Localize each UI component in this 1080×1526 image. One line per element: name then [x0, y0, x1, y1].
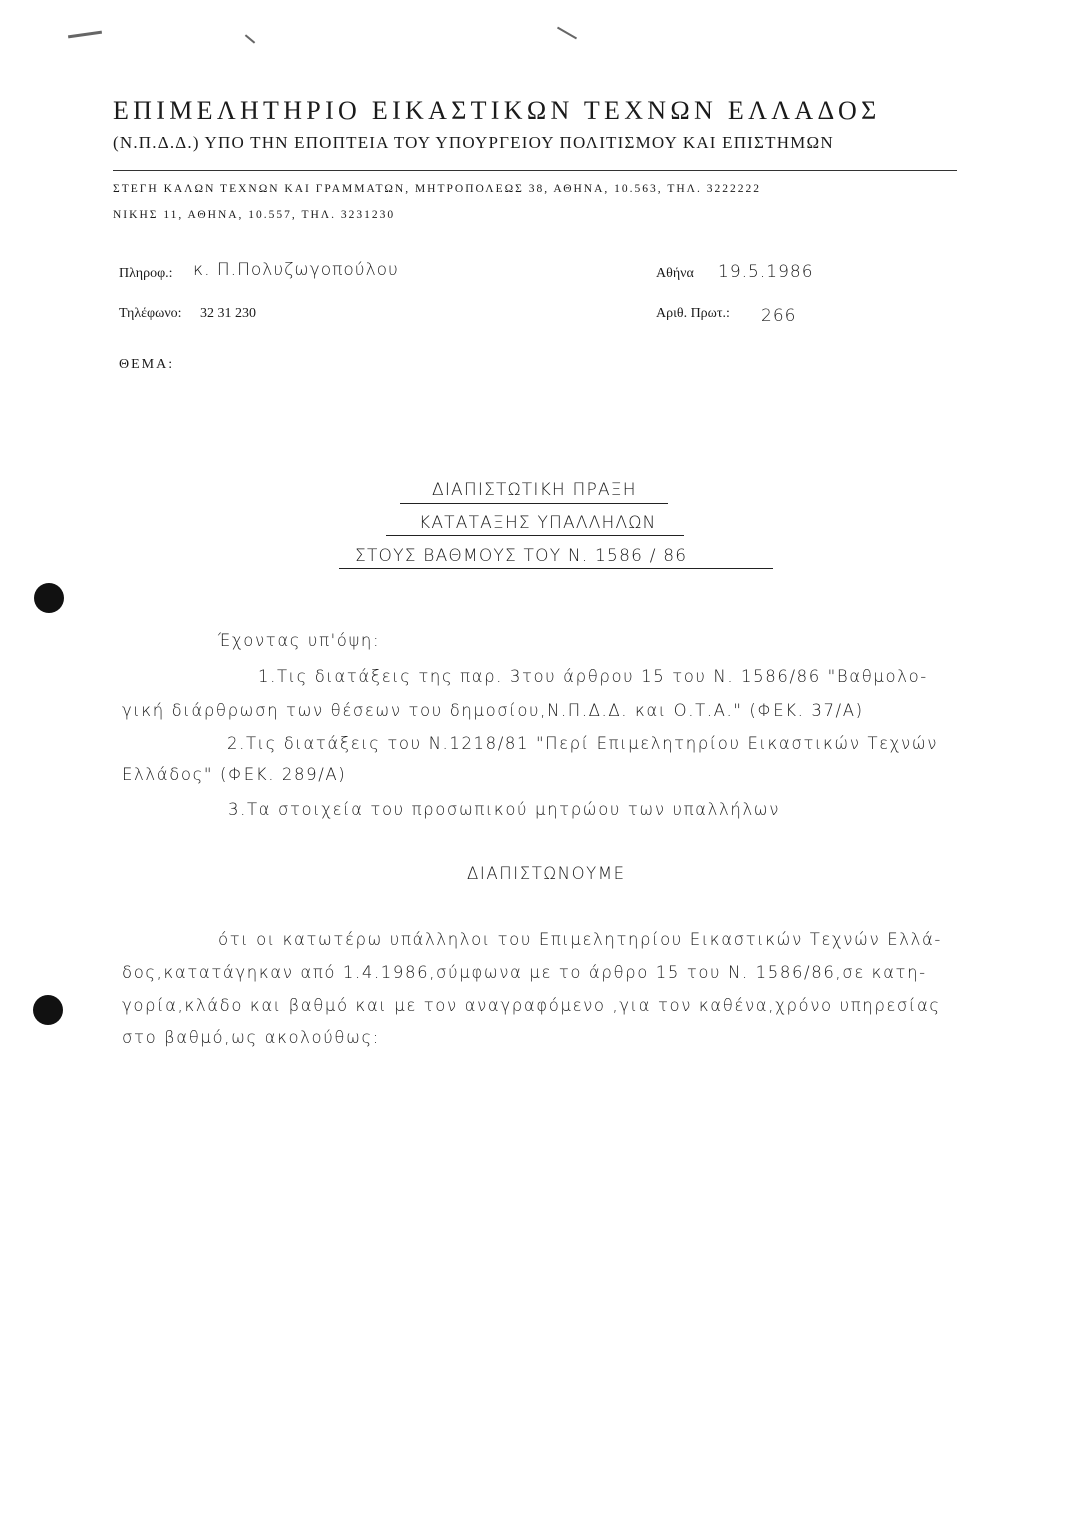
document-title-line-3: ΣΤΟΥΣ ΒΑΘΜΟΥΣ ΤΟΥ Ν. 1586 / 86	[355, 546, 688, 566]
organization-name: ΕΠΙΜΕΛΗΤΗΡΙΟ ΕΙΚΑΣΤΙΚΩΝ ΤΕΧΝΩΝ ΕΛΛΑΔΟΣ	[113, 96, 881, 125]
paragraph-line-1: ότι οι κατωτέρω υπάλληλοι του Επιμελητηρίου Εικαστικών Τεχνών Ελλά-	[218, 930, 942, 949]
info-value: κ. Π.Πολυζωγοπούλου	[193, 260, 399, 280]
paragraph-line-2: δος,κατατάγηκαν από 1.4.1986,σύμφωνα με το άρθρο 15 του Ν. 1586/86,σε κατη-	[122, 963, 927, 982]
item-2-line-2: Ελλάδος" (ΦΕΚ. 289/Α)	[122, 765, 347, 784]
item-1-line-1: 1.Τις διατάξεις της παρ. 3του άρθρου 15 του Ν. 1586/86 "Βαθμολο-	[258, 667, 928, 686]
phone-value: 32 31 230	[200, 306, 256, 321]
item-1-line-2: γική διάρθρωση των θέσεων του δημοσίου,Ν.Π.Δ.Δ. και Ο.Τ.Α." (ΦΕΚ. 37/Α)	[122, 701, 864, 720]
organization-subtitle: (Ν.Π.Δ.Δ.) ΥΠΟ ΤΗΝ ΕΠΟΠΤΕΙΑ ΤΟΥ ΥΠΟΥΡΓΕΙΟΥ ΠΟΛΙΤΙΣΜΟΥ ΚΑΙ ΕΠΙΣΤΗΜΩΝ	[113, 133, 834, 152]
scan-mark	[68, 31, 102, 39]
address-line-2: ΝΙΚΗΣ 11, ΑΘΗΝΑ, 10.557, ΤΗΛ. 3231230	[113, 209, 396, 221]
title-underline-1	[400, 503, 668, 504]
info-label: Πληροφ.:	[119, 266, 173, 281]
item-2-line-1: 2.Τις διατάξεις του Ν.1218/81 "Περί Επιμελητηρίου Εικαστικών Τεχνών	[227, 734, 939, 753]
item-3: 3.Τα στοιχεία του προσωπικού μητρώου των υπαλλήλων	[228, 800, 781, 819]
subject-label: ΘΕΜΑ:	[119, 357, 175, 372]
title-underline-3	[339, 568, 773, 569]
paragraph-line-4: στο βαθμό,ως ακολούθως:	[122, 1028, 380, 1047]
address-line-1: ΣΤΕΓΗ ΚΑΛΩΝ ΤΕΧΝΩΝ ΚΑΙ ΓΡΑΜΜΑΤΩΝ, ΜΗΤΡΟΠΟΛΕΩΣ 38, ΑΘΗΝΑ, 10.563, ΤΗΛ. 3222222	[113, 183, 762, 195]
considering-heading: Έχοντας υπ'όψη:	[218, 631, 381, 650]
establish-heading: ΔΙΑΠΙΣΤΩΝΟΥΜΕ	[467, 864, 626, 883]
date-value: 19.5.1986	[718, 262, 814, 282]
punch-hole-top	[34, 583, 64, 613]
protocol-value: 266	[761, 306, 797, 326]
protocol-label: Αριθ. Πρωτ.:	[656, 306, 730, 321]
document-title-line-1: ΔΙΑΠΙΣΤΩΤΙΚΗ ΠΡΑΞΗ	[432, 480, 637, 500]
document-title-line-2: ΚΑΤΑΤΑΞΗΣ ΥΠΑΛΛΗΛΩΝ	[419, 513, 657, 533]
title-underline-2	[386, 535, 684, 536]
punch-hole-bottom	[33, 995, 63, 1025]
phone-label: Τηλέφωνο:	[119, 306, 182, 321]
date-label: Αθήνα	[656, 266, 694, 281]
scan-mark	[557, 27, 577, 40]
scan-mark	[245, 34, 255, 43]
paragraph-line-3: γορία,κλάδο και βαθμό και με τον αναγραφόμενο ,για τον καθένα,χρόνο υπηρεσίας	[122, 996, 941, 1015]
letterhead-divider	[113, 170, 957, 171]
